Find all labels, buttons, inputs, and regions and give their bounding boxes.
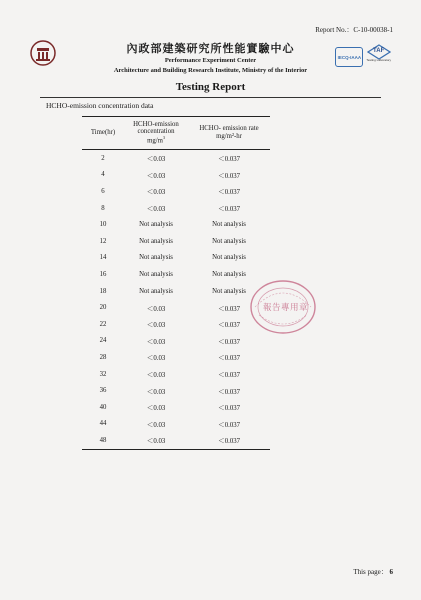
emission-rate-cell: Not analysis (212, 287, 246, 295)
concentration-cell: ＜0.03 (146, 355, 166, 363)
section-title: HCHO-emission concentration data (46, 101, 154, 110)
table-row (82, 200, 270, 217)
iecq-badge-icon: IECQ-IAAA (335, 47, 363, 67)
concentration-cell: Not analysis (139, 221, 173, 229)
concentration-cell: ＜0.03 (146, 372, 166, 380)
institute-name-en-line2: Architecture and Building Research Institute, Ministry of the Interior (113, 67, 308, 74)
taf-sub-label: Testing Laboratory (366, 58, 391, 62)
time-cell: 28 (99, 353, 107, 361)
concentration-cell: ＜0.03 (124, 432, 188, 449)
concentration-cell: ＜0.03 (146, 189, 166, 197)
emission-rate-cell: ＜0.037 (217, 156, 241, 164)
concentration-cell: Not analysis (139, 237, 173, 245)
taf-label: TAF (373, 48, 385, 54)
table-row (82, 349, 270, 366)
time-cell: 6 (101, 187, 105, 195)
table-row (82, 299, 270, 316)
table-row (82, 316, 270, 333)
concentration-cell: ＜0.03 (146, 305, 166, 313)
emission-rate-cell: ＜0.037 (217, 189, 241, 197)
concentration-cell: ＜0.03 (146, 206, 166, 214)
time-cell: 32 (99, 370, 107, 378)
emission-rate-cell: ＜0.037 (217, 372, 241, 380)
table-row (82, 366, 270, 383)
time-cell: 4 (101, 171, 105, 179)
table-row (82, 233, 270, 250)
emission-rate-cell: ＜0.037 (217, 338, 241, 346)
time-cell: 20 (99, 304, 107, 312)
table-row (82, 167, 270, 184)
time-cell: 2 (101, 154, 105, 162)
emission-rate-cell: Not analysis (212, 270, 246, 278)
hcho-data-table (82, 116, 270, 450)
time-cell: 48 (82, 432, 124, 449)
table-row (82, 183, 270, 200)
emission-rate-cell: ＜0.037 (188, 432, 270, 449)
concentration-cell: ＜0.03 (146, 421, 166, 429)
concentration-cell: Not analysis (139, 254, 173, 262)
col-header-emission-rate: HCHO- emission rate mg/m²-hr (188, 117, 270, 150)
emission-rate-cell: Not analysis (212, 221, 246, 229)
concentration-cell: ＜0.03 (146, 338, 166, 346)
page-number: 6 (389, 568, 393, 576)
time-cell: 24 (99, 337, 107, 345)
page-label: This page： (353, 568, 388, 576)
emission-rate-cell: ＜0.037 (217, 355, 241, 363)
concentration-cell: Not analysis (139, 270, 173, 278)
time-cell: 14 (99, 254, 107, 262)
institute-name-en-line1: Performance Experiment Center (164, 57, 257, 64)
institute-name-cn: 內政部建築研究所性能實驗中心 (126, 43, 295, 55)
page-footer (353, 567, 393, 577)
stamp-text: 報告專用章 (263, 302, 309, 312)
concentration-cell: ＜0.03 (146, 156, 166, 164)
emission-rate-cell: ＜0.037 (217, 172, 241, 180)
table-row (82, 333, 270, 350)
table-row (82, 416, 270, 433)
table-row (82, 382, 270, 399)
emission-rate-cell: ＜0.037 (217, 405, 241, 413)
time-cell: 16 (99, 270, 107, 278)
table-row (82, 283, 270, 300)
header-divider (40, 97, 381, 98)
emission-rate-cell: ＜0.037 (217, 421, 241, 429)
table-row (82, 250, 270, 267)
col-header-time: Time(hr) (82, 117, 124, 150)
time-cell: 12 (99, 237, 107, 245)
report-title: Testing Report (175, 81, 246, 93)
time-cell: 18 (99, 287, 107, 295)
concentration-cell: ＜0.03 (146, 388, 166, 396)
table-row (82, 399, 270, 416)
table-header-row (82, 117, 270, 150)
report-number: Report No.：C-10-00038-1 (315, 26, 393, 34)
emission-rate-cell: Not analysis (212, 237, 246, 245)
table-row (82, 432, 270, 449)
time-cell: 36 (99, 387, 107, 395)
concentration-cell: ＜0.03 (146, 405, 166, 413)
time-cell: 10 (99, 221, 107, 229)
concentration-cell: ＜0.03 (146, 322, 166, 330)
emission-rate-cell: ＜0.037 (217, 305, 241, 313)
table-row (82, 216, 270, 233)
time-cell: 8 (101, 204, 105, 212)
emission-rate-cell: ＜0.037 (217, 388, 241, 396)
table-row (82, 266, 270, 283)
concentration-cell: Not analysis (139, 287, 173, 295)
col-header-concentration: HCHO-emission concentration $mg/m^3$ (124, 117, 188, 150)
concentration-cell: ＜0.03 (146, 172, 166, 180)
emission-rate-cell: ＜0.037 (217, 206, 241, 214)
time-cell: 22 (99, 320, 107, 328)
emission-rate-cell: Not analysis (212, 254, 246, 262)
emission-rate-cell: ＜0.037 (217, 322, 241, 330)
official-seal-stamp (245, 277, 317, 337)
time-cell: 44 (99, 420, 107, 428)
time-cell: 40 (99, 403, 107, 411)
table-row (82, 150, 270, 167)
